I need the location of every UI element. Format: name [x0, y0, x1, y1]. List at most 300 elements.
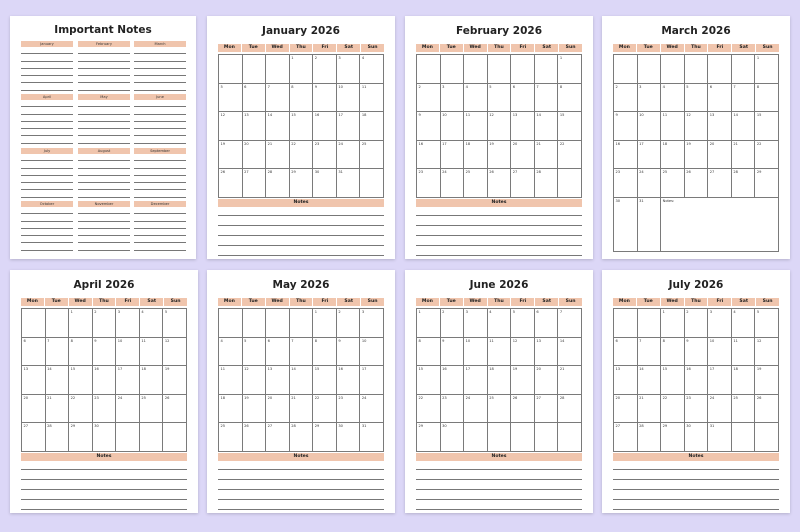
- day-cell[interactable]: [336, 112, 360, 141]
- day-cell[interactable]: [661, 366, 685, 395]
- day-cell[interactable]: [637, 337, 661, 366]
- day-cell[interactable]: [684, 112, 708, 141]
- note-line[interactable]: [78, 168, 130, 169]
- note-line[interactable]: [613, 499, 779, 500]
- day-cell[interactable]: [266, 169, 290, 198]
- day-cell[interactable]: [534, 140, 558, 169]
- note-line[interactable]: [21, 168, 73, 169]
- note-line[interactable]: [21, 182, 73, 183]
- day-cell[interactable]: [69, 337, 93, 366]
- day-cell[interactable]: [708, 169, 732, 198]
- day-cell[interactable]: [116, 366, 140, 395]
- note-line[interactable]: [134, 114, 186, 115]
- day-cell[interactable]: [289, 337, 313, 366]
- note-line[interactable]: [21, 160, 73, 161]
- day-cell[interactable]: [69, 394, 93, 423]
- day-cell[interactable]: [92, 337, 116, 366]
- day-cell[interactable]: [464, 55, 488, 84]
- note-line[interactable]: [21, 75, 73, 76]
- day-cell[interactable]: [661, 55, 685, 84]
- day-cell[interactable]: [708, 394, 732, 423]
- day-cell[interactable]: [289, 169, 313, 198]
- day-cell[interactable]: [464, 169, 488, 198]
- day-cell[interactable]: [684, 366, 708, 395]
- day-cell[interactable]: [45, 394, 69, 423]
- day-cell[interactable]: [708, 55, 732, 84]
- note-line[interactable]: [78, 182, 130, 183]
- day-cell[interactable]: [558, 394, 582, 423]
- day-cell[interactable]: [360, 366, 384, 395]
- day-cell[interactable]: [139, 337, 163, 366]
- note-line[interactable]: [21, 197, 73, 198]
- day-cell[interactable]: [614, 197, 638, 251]
- day-cell[interactable]: [360, 83, 384, 112]
- note-line[interactable]: [416, 215, 582, 216]
- day-cell[interactable]: [440, 309, 464, 338]
- note-line[interactable]: [134, 160, 186, 161]
- day-cell[interactable]: [464, 140, 488, 169]
- day-cell[interactable]: [487, 337, 511, 366]
- day-cell[interactable]: [336, 140, 360, 169]
- note-line[interactable]: [134, 221, 186, 222]
- day-cell[interactable]: [219, 309, 243, 338]
- day-cell[interactable]: [511, 169, 535, 198]
- note-line[interactable]: [78, 68, 130, 69]
- day-cell[interactable]: [511, 423, 535, 452]
- day-cell[interactable]: [684, 169, 708, 198]
- day-cell[interactable]: [614, 366, 638, 395]
- note-line[interactable]: [21, 90, 73, 91]
- note-line[interactable]: [218, 499, 384, 500]
- day-cell[interactable]: [219, 423, 243, 452]
- day-cell[interactable]: [440, 83, 464, 112]
- day-cell[interactable]: [219, 55, 243, 84]
- day-cell[interactable]: [661, 169, 685, 198]
- day-cell[interactable]: [242, 337, 266, 366]
- note-line[interactable]: [78, 114, 130, 115]
- note-line[interactable]: [21, 469, 187, 470]
- day-cell[interactable]: [637, 197, 661, 251]
- day-cell[interactable]: [731, 423, 755, 452]
- day-cell[interactable]: [266, 423, 290, 452]
- day-cell[interactable]: [163, 309, 187, 338]
- day-cell[interactable]: [558, 309, 582, 338]
- day-cell[interactable]: [534, 337, 558, 366]
- day-cell[interactable]: [360, 112, 384, 141]
- day-cell[interactable]: [755, 112, 779, 141]
- note-line[interactable]: [613, 509, 779, 510]
- note-line[interactable]: [134, 175, 186, 176]
- day-cell[interactable]: [661, 309, 685, 338]
- day-cell[interactable]: [242, 140, 266, 169]
- note-line[interactable]: [21, 499, 187, 500]
- day-cell[interactable]: [464, 366, 488, 395]
- day-cell[interactable]: [336, 83, 360, 112]
- day-cell[interactable]: [661, 140, 685, 169]
- day-cell[interactable]: [487, 112, 511, 141]
- day-cell[interactable]: [511, 337, 535, 366]
- day-cell[interactable]: [69, 423, 93, 452]
- day-cell[interactable]: [511, 83, 535, 112]
- note-line[interactable]: [78, 242, 130, 243]
- note-line[interactable]: [134, 128, 186, 129]
- day-cell[interactable]: [336, 423, 360, 452]
- note-line[interactable]: [416, 245, 582, 246]
- note-line[interactable]: [218, 509, 384, 510]
- day-cell[interactable]: [534, 309, 558, 338]
- day-cell[interactable]: [266, 309, 290, 338]
- note-line[interactable]: [21, 82, 73, 83]
- day-cell[interactable]: [755, 423, 779, 452]
- day-cell[interactable]: [266, 366, 290, 395]
- note-line[interactable]: [134, 189, 186, 190]
- day-cell[interactable]: [637, 423, 661, 452]
- note-line[interactable]: [613, 479, 779, 480]
- day-cell[interactable]: [637, 55, 661, 84]
- note-line[interactable]: [78, 82, 130, 83]
- day-cell[interactable]: [614, 55, 638, 84]
- note-line[interactable]: [218, 255, 384, 256]
- day-cell[interactable]: [487, 83, 511, 112]
- day-cell[interactable]: [684, 140, 708, 169]
- day-cell[interactable]: [731, 337, 755, 366]
- note-line[interactable]: [21, 221, 73, 222]
- day-cell[interactable]: [511, 112, 535, 141]
- day-cell[interactable]: [417, 337, 441, 366]
- day-cell[interactable]: [464, 423, 488, 452]
- note-line[interactable]: [78, 228, 130, 229]
- note-line[interactable]: [134, 235, 186, 236]
- note-line[interactable]: [78, 53, 130, 54]
- note-line[interactable]: [134, 61, 186, 62]
- day-cell[interactable]: [708, 366, 732, 395]
- note-line[interactable]: [78, 61, 130, 62]
- day-cell[interactable]: [637, 140, 661, 169]
- day-cell[interactable]: [313, 394, 337, 423]
- day-cell[interactable]: [336, 55, 360, 84]
- day-cell[interactable]: [487, 140, 511, 169]
- day-cell[interactable]: [92, 309, 116, 338]
- day-cell[interactable]: [289, 55, 313, 84]
- day-cell[interactable]: [289, 366, 313, 395]
- note-line[interactable]: [416, 225, 582, 226]
- day-cell[interactable]: [289, 423, 313, 452]
- day-cell[interactable]: [558, 140, 582, 169]
- day-cell[interactable]: [614, 83, 638, 112]
- day-cell[interactable]: [511, 55, 535, 84]
- day-cell[interactable]: [266, 55, 290, 84]
- day-cell[interactable]: [219, 83, 243, 112]
- day-cell[interactable]: [163, 366, 187, 395]
- note-line[interactable]: [21, 489, 187, 490]
- note-line[interactable]: [416, 489, 582, 490]
- day-cell[interactable]: [313, 337, 337, 366]
- note-line[interactable]: [21, 479, 187, 480]
- day-cell[interactable]: [637, 309, 661, 338]
- notes-cell[interactable]: [661, 197, 779, 251]
- day-cell[interactable]: [464, 337, 488, 366]
- day-cell[interactable]: [22, 394, 46, 423]
- note-line[interactable]: [78, 135, 130, 136]
- day-cell[interactable]: [684, 423, 708, 452]
- day-cell[interactable]: [116, 309, 140, 338]
- day-cell[interactable]: [242, 394, 266, 423]
- note-line[interactable]: [21, 175, 73, 176]
- day-cell[interactable]: [558, 423, 582, 452]
- note-line[interactable]: [416, 469, 582, 470]
- day-cell[interactable]: [313, 55, 337, 84]
- day-cell[interactable]: [313, 140, 337, 169]
- day-cell[interactable]: [116, 394, 140, 423]
- note-line[interactable]: [613, 489, 779, 490]
- day-cell[interactable]: [219, 394, 243, 423]
- note-line[interactable]: [21, 106, 73, 107]
- day-cell[interactable]: [637, 366, 661, 395]
- day-cell[interactable]: [708, 112, 732, 141]
- day-cell[interactable]: [534, 83, 558, 112]
- day-cell[interactable]: [266, 394, 290, 423]
- note-line[interactable]: [134, 68, 186, 69]
- note-line[interactable]: [134, 168, 186, 169]
- day-cell[interactable]: [92, 423, 116, 452]
- day-cell[interactable]: [708, 423, 732, 452]
- day-cell[interactable]: [336, 169, 360, 198]
- day-cell[interactable]: [242, 366, 266, 395]
- day-cell[interactable]: [22, 366, 46, 395]
- day-cell[interactable]: [69, 309, 93, 338]
- day-cell[interactable]: [313, 366, 337, 395]
- day-cell[interactable]: [139, 423, 163, 452]
- day-cell[interactable]: [440, 112, 464, 141]
- day-cell[interactable]: [242, 112, 266, 141]
- day-cell[interactable]: [440, 55, 464, 84]
- day-cell[interactable]: [219, 337, 243, 366]
- day-cell[interactable]: [534, 55, 558, 84]
- note-line[interactable]: [78, 160, 130, 161]
- note-line[interactable]: [134, 75, 186, 76]
- day-cell[interactable]: [242, 423, 266, 452]
- day-cell[interactable]: [731, 394, 755, 423]
- day-cell[interactable]: [755, 337, 779, 366]
- note-line[interactable]: [134, 135, 186, 136]
- day-cell[interactable]: [684, 337, 708, 366]
- day-cell[interactable]: [558, 83, 582, 112]
- day-cell[interactable]: [440, 140, 464, 169]
- day-cell[interactable]: [336, 366, 360, 395]
- day-cell[interactable]: [219, 169, 243, 198]
- day-cell[interactable]: [614, 337, 638, 366]
- day-cell[interactable]: [731, 140, 755, 169]
- day-cell[interactable]: [511, 366, 535, 395]
- note-line[interactable]: [134, 106, 186, 107]
- day-cell[interactable]: [558, 366, 582, 395]
- note-line[interactable]: [134, 143, 186, 144]
- day-cell[interactable]: [558, 55, 582, 84]
- day-cell[interactable]: [360, 337, 384, 366]
- day-cell[interactable]: [661, 423, 685, 452]
- note-line[interactable]: [78, 90, 130, 91]
- day-cell[interactable]: [755, 55, 779, 84]
- day-cell[interactable]: [360, 394, 384, 423]
- day-cell[interactable]: [614, 112, 638, 141]
- day-cell[interactable]: [708, 337, 732, 366]
- day-cell[interactable]: [708, 83, 732, 112]
- note-line[interactable]: [218, 215, 384, 216]
- day-cell[interactable]: [417, 140, 441, 169]
- day-cell[interactable]: [534, 366, 558, 395]
- day-cell[interactable]: [731, 112, 755, 141]
- day-cell[interactable]: [487, 309, 511, 338]
- day-cell[interactable]: [163, 423, 187, 452]
- note-line[interactable]: [21, 135, 73, 136]
- note-line[interactable]: [134, 250, 186, 251]
- note-line[interactable]: [21, 114, 73, 115]
- note-line[interactable]: [21, 143, 73, 144]
- day-cell[interactable]: [22, 423, 46, 452]
- note-line[interactable]: [78, 189, 130, 190]
- day-cell[interactable]: [313, 423, 337, 452]
- day-cell[interactable]: [755, 394, 779, 423]
- note-line[interactable]: [21, 213, 73, 214]
- day-cell[interactable]: [139, 366, 163, 395]
- day-cell[interactable]: [661, 112, 685, 141]
- day-cell[interactable]: [684, 394, 708, 423]
- day-cell[interactable]: [336, 309, 360, 338]
- day-cell[interactable]: [511, 309, 535, 338]
- day-cell[interactable]: [289, 309, 313, 338]
- day-cell[interactable]: [360, 423, 384, 452]
- day-cell[interactable]: [440, 169, 464, 198]
- day-cell[interactable]: [92, 394, 116, 423]
- note-line[interactable]: [78, 213, 130, 214]
- note-line[interactable]: [21, 61, 73, 62]
- note-line[interactable]: [134, 197, 186, 198]
- day-cell[interactable]: [511, 394, 535, 423]
- note-line[interactable]: [218, 235, 384, 236]
- day-cell[interactable]: [487, 394, 511, 423]
- note-line[interactable]: [134, 228, 186, 229]
- day-cell[interactable]: [534, 169, 558, 198]
- day-cell[interactable]: [417, 394, 441, 423]
- note-line[interactable]: [134, 90, 186, 91]
- note-line[interactable]: [416, 509, 582, 510]
- day-cell[interactable]: [313, 309, 337, 338]
- note-line[interactable]: [21, 53, 73, 54]
- note-line[interactable]: [613, 469, 779, 470]
- day-cell[interactable]: [266, 337, 290, 366]
- day-cell[interactable]: [219, 140, 243, 169]
- day-cell[interactable]: [614, 140, 638, 169]
- day-cell[interactable]: [534, 112, 558, 141]
- note-line[interactable]: [416, 255, 582, 256]
- day-cell[interactable]: [266, 140, 290, 169]
- note-line[interactable]: [21, 509, 187, 510]
- note-line[interactable]: [78, 106, 130, 107]
- day-cell[interactable]: [440, 394, 464, 423]
- day-cell[interactable]: [614, 423, 638, 452]
- day-cell[interactable]: [731, 83, 755, 112]
- day-cell[interactable]: [289, 140, 313, 169]
- day-cell[interactable]: [242, 55, 266, 84]
- note-line[interactable]: [21, 250, 73, 251]
- day-cell[interactable]: [487, 366, 511, 395]
- day-cell[interactable]: [242, 83, 266, 112]
- day-cell[interactable]: [661, 337, 685, 366]
- day-cell[interactable]: [661, 394, 685, 423]
- day-cell[interactable]: [731, 309, 755, 338]
- day-cell[interactable]: [116, 337, 140, 366]
- day-cell[interactable]: [684, 55, 708, 84]
- note-line[interactable]: [218, 479, 384, 480]
- note-line[interactable]: [416, 479, 582, 480]
- note-line[interactable]: [21, 128, 73, 129]
- day-cell[interactable]: [163, 394, 187, 423]
- day-cell[interactable]: [558, 337, 582, 366]
- day-cell[interactable]: [116, 423, 140, 452]
- day-cell[interactable]: [637, 394, 661, 423]
- note-line[interactable]: [78, 75, 130, 76]
- note-line[interactable]: [21, 68, 73, 69]
- note-line[interactable]: [416, 499, 582, 500]
- day-cell[interactable]: [487, 169, 511, 198]
- note-line[interactable]: [78, 175, 130, 176]
- day-cell[interactable]: [755, 366, 779, 395]
- day-cell[interactable]: [45, 423, 69, 452]
- day-cell[interactable]: [708, 309, 732, 338]
- day-cell[interactable]: [558, 169, 582, 198]
- note-line[interactable]: [134, 121, 186, 122]
- note-line[interactable]: [21, 242, 73, 243]
- day-cell[interactable]: [289, 112, 313, 141]
- day-cell[interactable]: [289, 83, 313, 112]
- day-cell[interactable]: [731, 55, 755, 84]
- day-cell[interactable]: [360, 55, 384, 84]
- day-cell[interactable]: [464, 309, 488, 338]
- day-cell[interactable]: [45, 366, 69, 395]
- day-cell[interactable]: [69, 366, 93, 395]
- day-cell[interactable]: [336, 337, 360, 366]
- day-cell[interactable]: [417, 83, 441, 112]
- day-cell[interactable]: [45, 309, 69, 338]
- day-cell[interactable]: [755, 309, 779, 338]
- note-line[interactable]: [218, 469, 384, 470]
- day-cell[interactable]: [511, 140, 535, 169]
- note-line[interactable]: [416, 235, 582, 236]
- day-cell[interactable]: [163, 337, 187, 366]
- day-cell[interactable]: [22, 337, 46, 366]
- day-cell[interactable]: [534, 394, 558, 423]
- day-cell[interactable]: [266, 112, 290, 141]
- day-cell[interactable]: [417, 55, 441, 84]
- day-cell[interactable]: [313, 169, 337, 198]
- day-cell[interactable]: [661, 83, 685, 112]
- note-line[interactable]: [134, 82, 186, 83]
- note-line[interactable]: [134, 182, 186, 183]
- note-line[interactable]: [78, 221, 130, 222]
- day-cell[interactable]: [417, 112, 441, 141]
- day-cell[interactable]: [614, 394, 638, 423]
- day-cell[interactable]: [242, 309, 266, 338]
- note-line[interactable]: [78, 250, 130, 251]
- day-cell[interactable]: [360, 309, 384, 338]
- note-line[interactable]: [218, 225, 384, 226]
- day-cell[interactable]: [614, 309, 638, 338]
- day-cell[interactable]: [731, 169, 755, 198]
- day-cell[interactable]: [755, 169, 779, 198]
- day-cell[interactable]: [242, 169, 266, 198]
- day-cell[interactable]: [92, 366, 116, 395]
- note-line[interactable]: [134, 242, 186, 243]
